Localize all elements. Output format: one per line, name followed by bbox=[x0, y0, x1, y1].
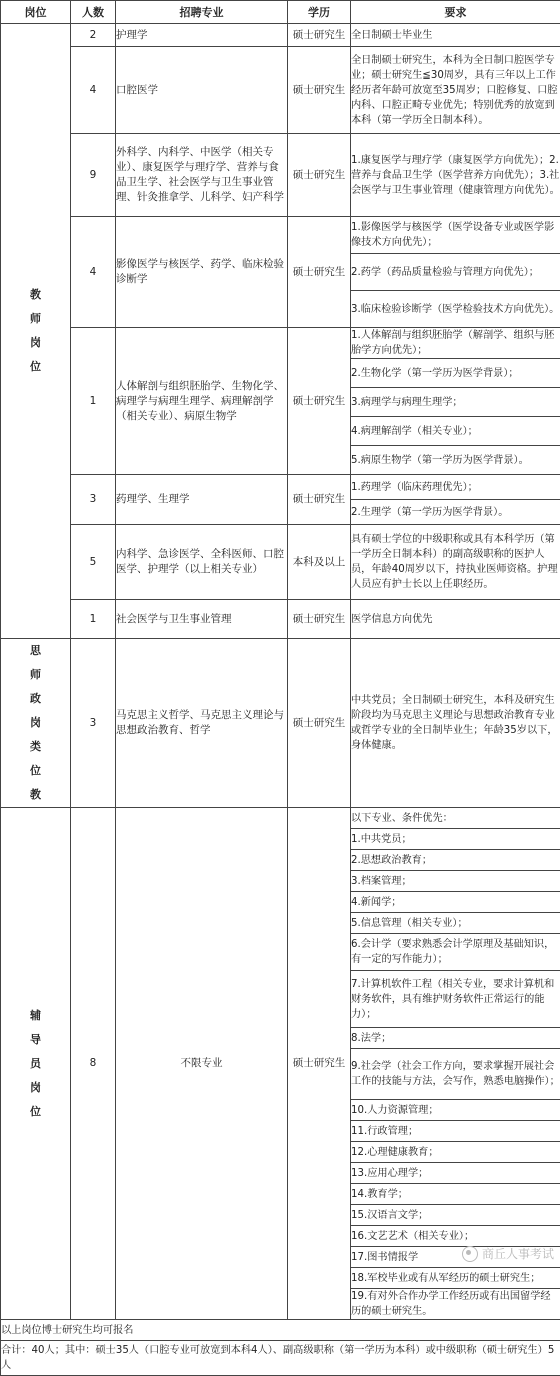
major-cell: 马克思主义哲学、马克思主义理论与思想政治教育、哲学 bbox=[116, 639, 288, 808]
count-cell: 3 bbox=[71, 639, 116, 808]
table-row bbox=[1, 47, 560, 134]
major-cell: 影像医学与核医学、药学、临床检验诊断学 bbox=[116, 217, 288, 328]
degree-cell: 硕士研究生 bbox=[288, 808, 351, 1320]
degree-cell: 硕士研究生 bbox=[288, 24, 351, 47]
footer-total: 合计：40人；其中：硕士35人（口腔专业可放宽到本科4人）、副高级职称（第一学历为本科）或中级职称（硕士研究生）5人 bbox=[1, 1341, 560, 1376]
requirement-cell: 4.病理解剖学（相关专业）； bbox=[351, 417, 560, 446]
requirement-cell: 13.应用心理学； bbox=[351, 1163, 560, 1184]
requirement-cell: 2.生理学（第一学历为医学背景）。 bbox=[351, 500, 560, 525]
table-row bbox=[1, 1320, 560, 1341]
post-counselor bbox=[1, 808, 71, 1320]
header-major: 招聘专业 bbox=[116, 1, 288, 24]
table-row bbox=[1, 600, 560, 639]
requirement-cell: 2.药学（药品质量检验与管理方向优先）； bbox=[351, 254, 560, 291]
requirement-cell: 1.药理学（临床药理优先）； bbox=[351, 475, 560, 500]
table-row bbox=[1, 639, 560, 808]
table-row bbox=[1, 328, 560, 359]
requirement-cell: 2.思想政治教育； bbox=[351, 850, 560, 871]
requirement-cell: 1.康复医学与理疗学（康复医学方向优先）；2.营养与食品卫生学（医学营养方向优先）；3.社会医学与卫生事业管理（健康管理方向优先）。 bbox=[351, 134, 560, 217]
degree-cell: 硕士研究生 bbox=[288, 217, 351, 328]
footer-note: 以上岗位博士研究生均可报名 bbox=[1, 1320, 560, 1341]
requirement-cell: 17.图书情报学 bbox=[351, 1247, 560, 1268]
major-cell: 口腔医学 bbox=[116, 47, 288, 134]
count-cell: 1 bbox=[71, 328, 116, 475]
degree-cell: 本科及以上 bbox=[288, 525, 351, 600]
requirement-cell: 19.有对外合作办学工作经历或有出国留学经历的硕士研究生。 bbox=[351, 1289, 560, 1320]
count-cell: 2 bbox=[71, 24, 116, 47]
degree-cell: 硕士研究生 bbox=[288, 639, 351, 808]
requirement-cell: 1.影像医学与核医学（医学设备专业或医学影像技术方向优先）； bbox=[351, 217, 560, 254]
requirement-cell: 全日制硕士研究生，本科为全日制口腔医学专业；硕士研究生≦30周岁，具有三年以上工作经历者年龄可放宽至35周岁；口腔修复、口腔内科、口腔正畸专业优先；特别优秀的放宽到本科（第一学历全日制本科）。 bbox=[351, 47, 560, 134]
degree-cell: 硕士研究生 bbox=[288, 47, 351, 134]
requirement-cell: 15.汉语言文学； bbox=[351, 1205, 560, 1226]
degree-cell: 硕士研究生 bbox=[288, 328, 351, 475]
post-teacher bbox=[1, 24, 71, 639]
major-cell: 内科学、急诊医学、全科医师、口腔医学、护理学（以上相关专业） bbox=[116, 525, 288, 600]
degree-cell: 硕士研究生 bbox=[288, 475, 351, 525]
table-row bbox=[1, 134, 560, 217]
table-row bbox=[1, 24, 560, 47]
count-cell: 4 bbox=[71, 47, 116, 134]
wechat-icon bbox=[462, 1246, 478, 1262]
requirement-cell: 6.会计学（要求熟悉会计学原理及基础知识，有一定的写作能力）； bbox=[351, 934, 560, 971]
requirement-cell: 10.人力资源管理； bbox=[351, 1100, 560, 1121]
post-counselor-label: 辅 导 员 岗 位 bbox=[30, 1004, 41, 1124]
major-cell: 不限专业 bbox=[116, 808, 288, 1320]
requirement-cell: 9.社会学（社会工作方向，要求掌握开展社会工作的技能与方法，会写作，熟悉电脑操作）； bbox=[351, 1049, 560, 1100]
table-row bbox=[1, 1341, 560, 1376]
post-ideology bbox=[1, 639, 71, 808]
requirement-cell: 18.军校毕业或有从军经历的硕士研究生； bbox=[351, 1268, 560, 1289]
degree-cell: 硕士研究生 bbox=[288, 134, 351, 217]
table-row bbox=[1, 808, 560, 829]
requirement-cell: 具有硕士学位的中级职称或具有本科学历（第一学历全日制本科）的副高级职称的医护人员，年龄40周岁以下，持执业医师资格。护理人员应有护士长以上任职经历。 bbox=[351, 525, 560, 600]
table-row bbox=[1, 525, 560, 600]
requirement-cell: 医学信息方向优先 bbox=[351, 600, 560, 639]
count-cell: 1 bbox=[71, 600, 116, 639]
requirement-cell: 11.行政管理； bbox=[351, 1121, 560, 1142]
header-count: 人数 bbox=[71, 1, 116, 24]
requirement-cell: 全日制硕士毕业生 bbox=[351, 24, 560, 47]
count-cell: 8 bbox=[71, 808, 116, 1320]
post-ideology-label: 思 师 政 岗 类 位 教 bbox=[30, 639, 41, 807]
requirement-cell: 14.教育学； bbox=[351, 1184, 560, 1205]
table-body bbox=[1, 24, 560, 1376]
major-cell: 护理学 bbox=[116, 24, 288, 47]
header-requirements: 要求 bbox=[351, 1, 560, 24]
requirement-cell: 5.信息管理（相关专业）； bbox=[351, 913, 560, 934]
degree-cell: 硕士研究生 bbox=[288, 600, 351, 639]
requirement-cell: 3.临床检验诊断学（医学检验技术方向优先）。 bbox=[351, 291, 560, 328]
table-row bbox=[1, 217, 560, 254]
major-cell: 外科学、内科学、中医学（相关专业）、康复医学与理疗学、营养与食品卫生学、社会医学与卫生事业管理、针灸推拿学、儿科学、妇产科学 bbox=[116, 134, 288, 217]
table-row bbox=[1, 475, 560, 500]
requirement-cell: 5.病原生物学（第一学历为医学背景）。 bbox=[351, 446, 560, 475]
watermark-text: 商丘人事考试 bbox=[482, 1245, 554, 1262]
header-degree: 学历 bbox=[288, 1, 351, 24]
count-cell: 9 bbox=[71, 134, 116, 217]
requirement-cell: 1.中共党员； bbox=[351, 829, 560, 850]
requirement-cell: 中共党员；全日制硕士研究生，本科及研究生阶段均为马克思主义理论与思想政治教育专业或哲学专业的全日制毕业生；年龄35岁以下，身体健康。 bbox=[351, 639, 560, 808]
requirement-cell: 3.病理学与病理生理学； bbox=[351, 388, 560, 417]
requirement-cell: 12.心理健康教育； bbox=[351, 1142, 560, 1163]
watermark bbox=[462, 1245, 554, 1262]
requirement-cell: 4.新闻学； bbox=[351, 892, 560, 913]
major-cell: 人体解剖与组织胚胎学、生物化学、病理学与病理生理学、病理解剖学（相关专业）、病原生物学 bbox=[116, 328, 288, 475]
requirement-cell: 8.法学； bbox=[351, 1028, 560, 1049]
requirement-cell: 7.计算机软件工程（相关专业，要求计算机和财务软件，具有维护财务软件正常运行的能力）； bbox=[351, 971, 560, 1028]
post-teacher-label: 教 师 岗 位 bbox=[30, 283, 41, 379]
requirement-cell: 16.文艺艺术（相关专业）； bbox=[351, 1226, 560, 1247]
requirement-cell: 3.档案管理； bbox=[351, 871, 560, 892]
major-cell: 药理学、生理学 bbox=[116, 475, 288, 525]
header-post: 岗位 bbox=[1, 1, 71, 24]
requirement-cell: 2.生物化学（第一学历为医学背景）； bbox=[351, 359, 560, 388]
major-cell: 社会医学与卫生事业管理 bbox=[116, 600, 288, 639]
count-cell: 3 bbox=[71, 475, 116, 525]
count-cell: 4 bbox=[71, 217, 116, 328]
requirement-cell: 以下专业、条件优先： bbox=[351, 808, 560, 829]
count-cell: 5 bbox=[71, 525, 116, 600]
header-row bbox=[1, 1, 560, 24]
requirement-cell: 1.人体解剖与组织胚胎学（解剖学、组织与胚胎学方向优先）； bbox=[351, 328, 560, 359]
